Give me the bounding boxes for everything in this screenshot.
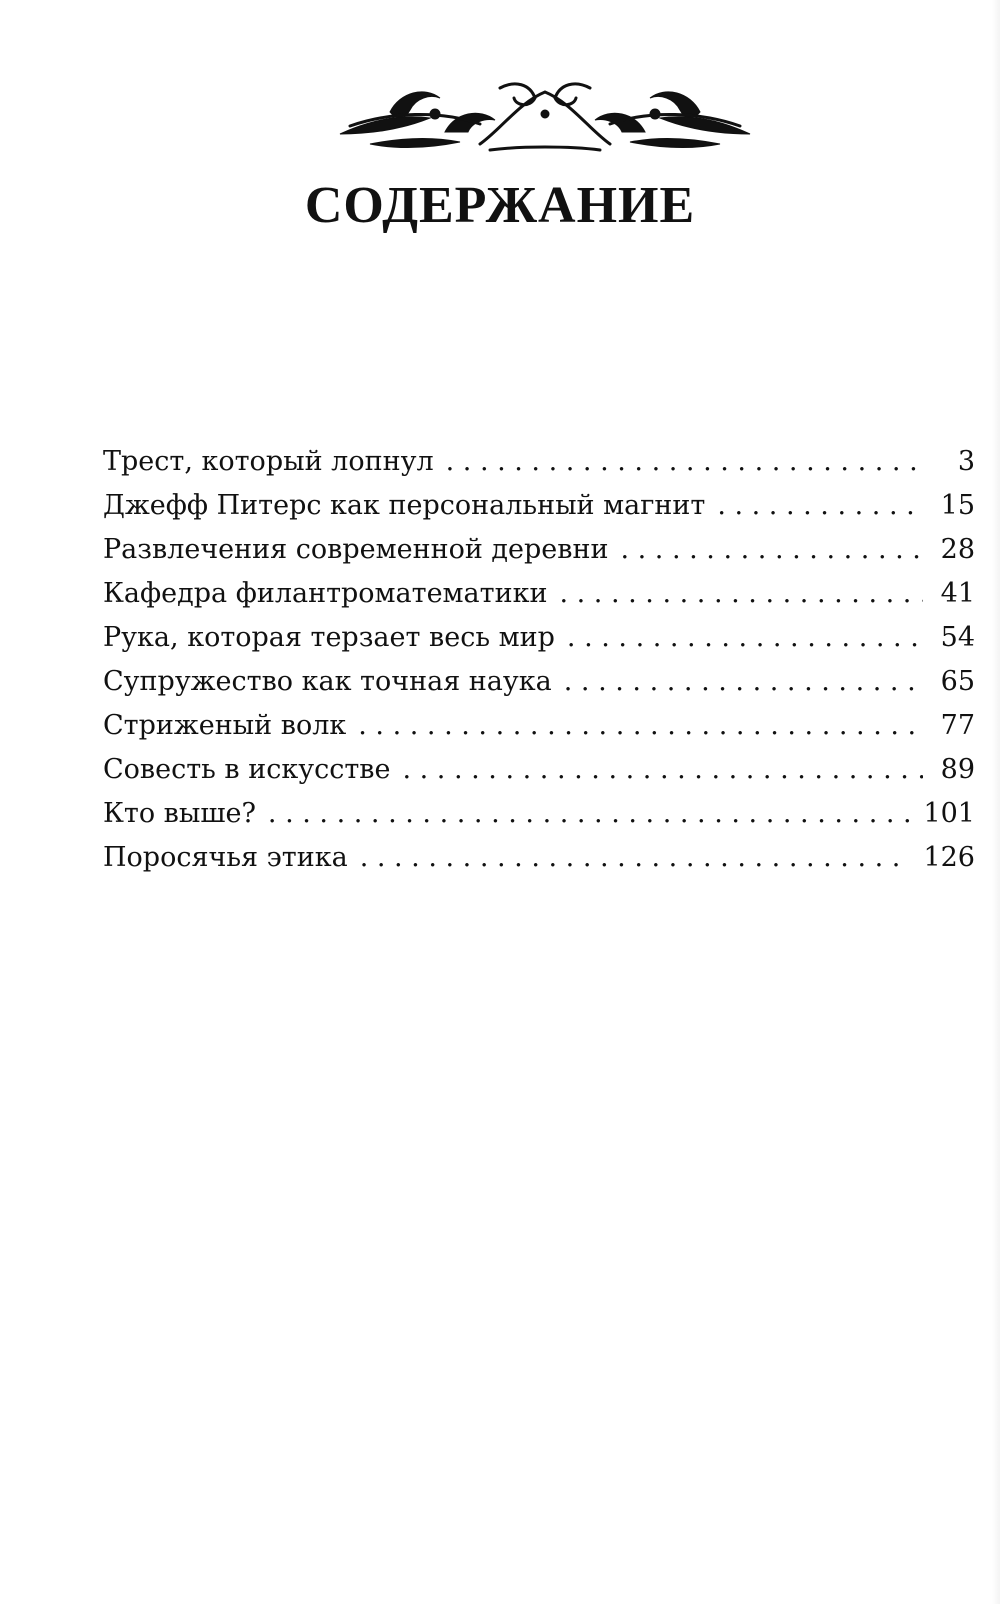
toc-entry-title: Кафедра филантроматематики	[103, 578, 548, 609]
toc-entry-page: 3	[957, 446, 975, 477]
toc-entry-page: 41	[940, 578, 975, 609]
toc-entry-page: 54	[940, 622, 975, 653]
toc-entry	[103, 528, 975, 572]
toc-entry-title: Рука, которая терзает весь мир	[103, 622, 555, 653]
toc-entry-title: Стриженый волк	[103, 710, 347, 741]
toc-entry-page: 77	[940, 710, 975, 741]
table-of-contents	[103, 440, 975, 880]
dot-leader	[567, 616, 923, 660]
toc-entry-title: Развлечения современной деревни	[103, 534, 609, 565]
dot-leader	[358, 704, 923, 748]
toc-entry	[103, 792, 975, 836]
toc-entry-page: 101	[923, 798, 975, 829]
dot-leader	[620, 528, 923, 572]
toc-entry-title: Джефф Питерс как персональный магнит	[103, 490, 706, 521]
toc-entry-title: Совесть в искусстве	[103, 754, 391, 785]
dot-leader	[268, 792, 912, 836]
dot-leader	[564, 660, 923, 704]
toc-entry-title: Трест, который лопнул	[103, 446, 434, 477]
toc-entry	[103, 748, 975, 792]
toc-entry-page: 126	[923, 842, 975, 873]
toc-entry-title: Поросячья этика	[103, 842, 348, 873]
toc-entry	[103, 660, 975, 704]
dot-leader	[402, 748, 923, 792]
toc-entry-page: 15	[940, 490, 975, 521]
scan-edge-shadow	[992, 0, 1000, 1604]
dot-leader	[446, 440, 923, 484]
toc-entry	[103, 572, 975, 616]
toc-entry-page: 65	[940, 666, 975, 697]
toc-entry	[103, 440, 975, 484]
toc-entry-page: 28	[940, 534, 975, 565]
toc-entry	[103, 616, 975, 660]
toc-entry-title: Супружество как точная наука	[103, 666, 552, 697]
toc-entry	[103, 484, 975, 528]
toc-entry-page: 89	[940, 754, 975, 785]
page-title: СОДЕРЖАНИЕ	[304, 177, 696, 234]
toc-entry	[103, 704, 975, 748]
toc-entry	[103, 836, 975, 880]
toc-entry-title: Кто выше?	[103, 798, 256, 829]
dot-leader	[717, 484, 923, 528]
dot-leader	[559, 572, 923, 616]
floral-flourish-icon	[330, 72, 760, 162]
dot-leader	[360, 836, 912, 880]
